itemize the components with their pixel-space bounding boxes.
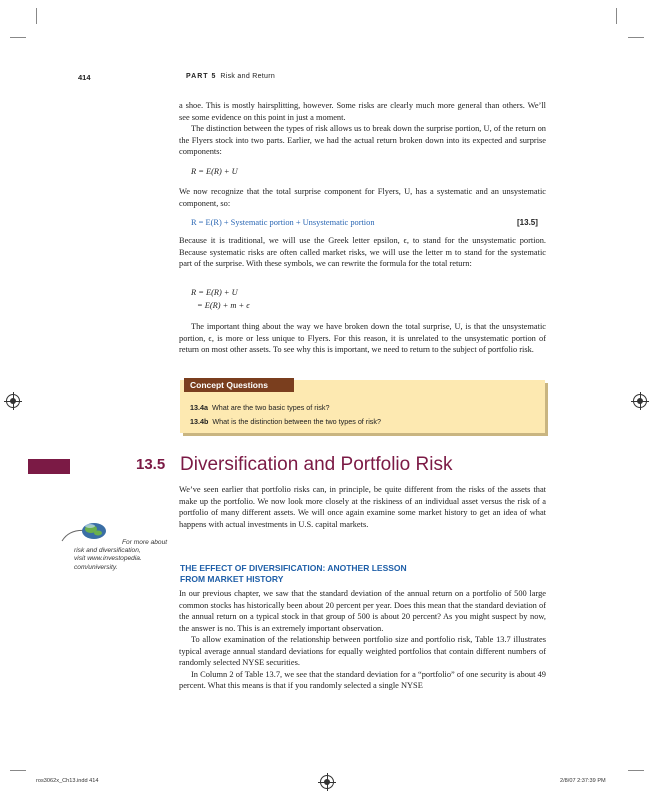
question-number: 13.4b: [190, 417, 209, 426]
equation: R = E(R) + U: [191, 288, 238, 297]
equation: R = E(R) + U: [191, 167, 238, 176]
paragraph: Because it is traditional, we will use the Greek letter epsilon, ϵ, to stand for the unsystematic portion. Because systematic risks are often called market risks, we will use the letter m to stand for the systematic part of the surprise. With these symbols, we can rewrite the formula for the total return:: [179, 236, 546, 268]
body-text-bottom: [179, 588, 546, 692]
side-note: [74, 539, 178, 572]
section-number: 13.5: [136, 456, 166, 473]
registration-mark-icon: [6, 394, 20, 408]
crop-mark: [10, 770, 26, 771]
crop-mark: [616, 8, 617, 24]
paragraph: The important thing about the way we have broken down the total surprise, U, is that the unsystematic portion, ϵ, is more or less unique to Flyers. For this reason, it is unrelated to the unsystematic portion of return on most other assets. To see why this is important, we need to return to the subject of portfolio risk.: [179, 322, 546, 354]
question-number: 13.4a: [190, 403, 208, 412]
paragraph: To allow examination of the relationship between portfolio size and portfolio risk, Table 13.7 illustrates typical average annual standard deviations for equally weighted portfolios that contain different numbers of randomly selected NYSE securities.: [179, 635, 546, 667]
equation-highlight: R = E(R) + Systematic portion + Unsystematic portion: [191, 218, 375, 227]
concept-question: [190, 403, 329, 412]
registration-mark-icon: [320, 775, 334, 789]
crop-mark: [628, 37, 644, 38]
concept-questions-title: Concept Questions: [184, 378, 294, 392]
body-text: [179, 321, 546, 356]
equation-number: [13.5]: [517, 218, 538, 227]
body-text: [179, 235, 546, 270]
page-number: 414: [78, 73, 91, 82]
crop-mark: [10, 37, 26, 38]
crop-mark: [36, 8, 37, 24]
section-title: Diversification and Portfolio Risk: [180, 454, 453, 475]
section-color-bar: [28, 459, 70, 474]
side-note-link[interactable]: com/university.: [74, 563, 118, 571]
crop-mark: [628, 770, 644, 771]
paragraph: We now recognize that the total surprise component for Flyers, U, has a systematic and an unsystematic component, so:: [179, 187, 546, 208]
paragraph: a shoe. This is mostly hairsplitting, however. Some risks are clearly much more general than others. We’ll see some evidence on this point in just a moment.: [179, 101, 546, 122]
part-title: Risk and Return: [220, 73, 276, 80]
registration-mark-icon: [633, 394, 647, 408]
side-note-link[interactable]: visit www.investopedia.: [74, 555, 142, 563]
body-text: [179, 186, 546, 209]
subhead-line: THE EFFECT OF DIVERSIFICATION: ANOTHER LESSON: [180, 563, 407, 573]
running-head: [186, 73, 275, 80]
question-text: What is the distinction between the two types of risk?: [212, 417, 381, 426]
paragraph: We’ve seen earlier that portfolio risks can, in principle, be quite different from the risks of the assets that make up the portfolio. We now look more closely at the riskiness of an individual asset versus the risk of a portfolio of many different assets. We will once again examine some market history to get an idea of what happens with actual investments in U.S. capital markets.: [179, 485, 546, 529]
side-note-line: risk and diversification,: [74, 547, 141, 555]
paragraph: The distinction between the types of risk allows us to break down the surprise portion, U, of the return on the Flyers stock into two parts. Earlier, we had the actual return broken down into its expected and surprise components:: [179, 124, 546, 156]
question-text: What are the two basic types of risk?: [212, 403, 330, 412]
footer-file-info: ros3062x_Ch13.indd 414: [36, 778, 99, 784]
subhead-line: FROM MARKET HISTORY: [180, 574, 284, 584]
subsection-heading: [180, 563, 480, 585]
equation: = E(R) + m + ϵ: [197, 301, 250, 310]
body-text: [179, 484, 546, 530]
concept-question: [190, 417, 381, 426]
body-text-top: [179, 100, 546, 158]
paragraph: In our previous chapter, we saw that the standard deviation of the annual return on a portfolio of 500 large common stocks has historically been about 20 percent per year. Does this mean that the standard deviation of the annual return on a typical stock in that group of 500 is about 20 percent? As you might suspect by now, the answer is no. This is an extremely important observation.: [179, 589, 546, 633]
side-note-line: For more about: [122, 539, 168, 546]
paragraph: In Column 2 of Table 13.7, we see that the standard deviation for a “portfolio” of one security is about 49 percent. What this means is that if you randomly selected a single NYSE: [179, 669, 546, 690]
part-label: PART 5: [186, 73, 217, 80]
footer-timestamp: 2/8/07 2:37:39 PM: [560, 778, 606, 784]
